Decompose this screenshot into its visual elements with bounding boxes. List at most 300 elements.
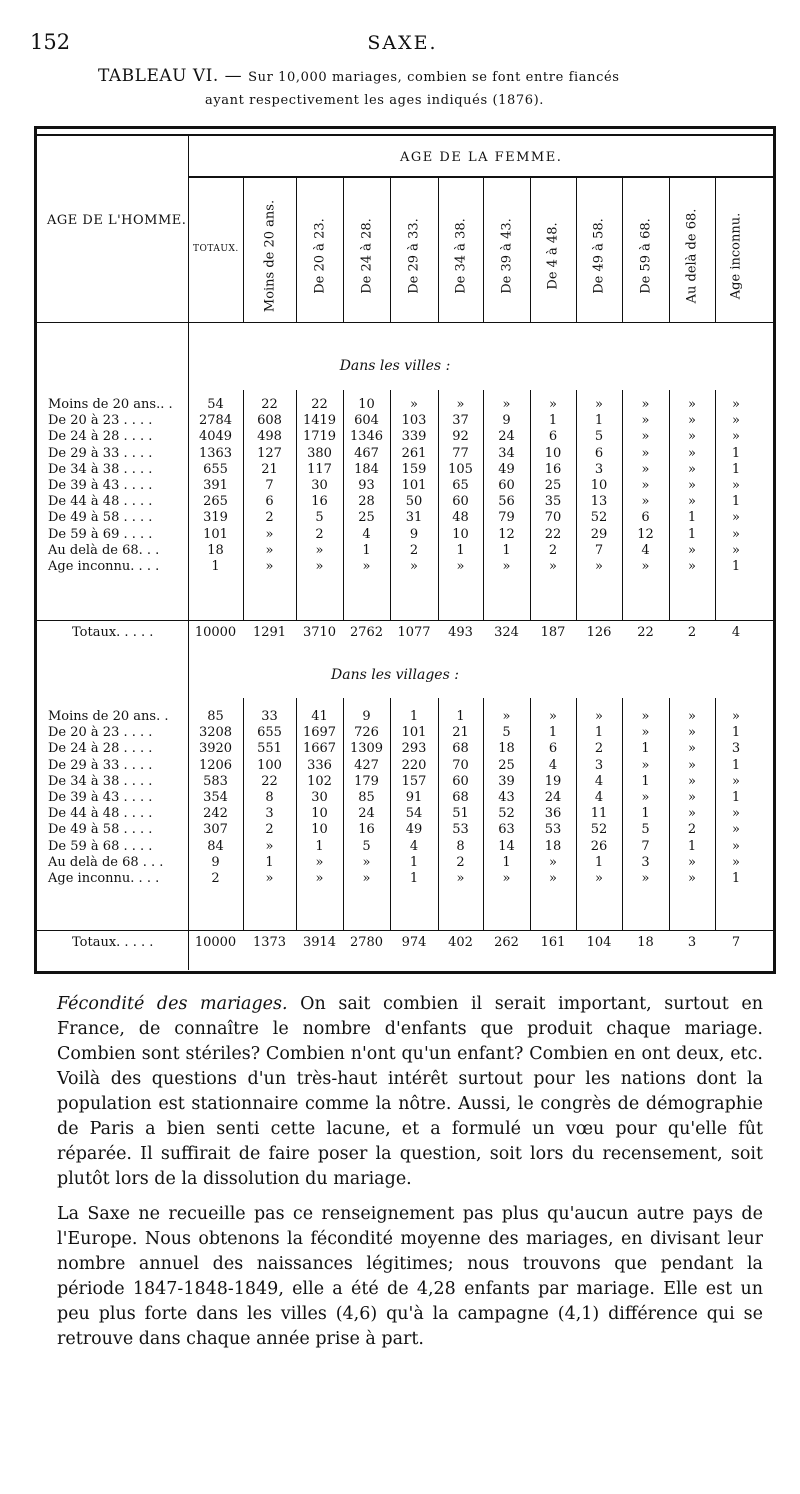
row-label: De 49 à 58 . . . . <box>48 822 153 838</box>
table-cell: » <box>641 559 650 574</box>
table-cell: 2 <box>265 510 274 526</box>
age-homme-header: AGE DE L'HOMME. <box>47 213 187 228</box>
table-cell: » <box>315 559 324 574</box>
table-cell: » <box>688 790 696 805</box>
table-cell: » <box>502 709 511 724</box>
rule <box>296 178 297 322</box>
table-cell: 49 <box>498 461 515 477</box>
column-header <box>723 192 749 320</box>
table-cell: 1 <box>362 542 371 558</box>
table-cell: 10 <box>311 806 328 822</box>
table-cell: 26 <box>590 838 608 854</box>
table-cell: » <box>732 806 740 822</box>
table-cell: 105 <box>448 461 473 477</box>
table-cell: 493 <box>448 625 473 640</box>
table-cell: 1309 <box>349 741 384 757</box>
table-cell: » <box>362 559 371 574</box>
row-label: Moins de 20 ans.. . <box>48 397 173 412</box>
rule <box>243 178 244 322</box>
table-cell: 324 <box>494 625 519 640</box>
table-cell: 9 <box>502 413 511 429</box>
table-cell: 380 <box>307 445 332 461</box>
table-cell: 608 <box>257 413 282 429</box>
table-cell: 63 <box>498 822 515 838</box>
table-cell: 1206 <box>198 757 233 773</box>
table-cell: » <box>688 445 696 461</box>
table-cell: 28 <box>358 494 375 510</box>
row-label: Totaux. . . . . <box>72 625 154 640</box>
table-cell: 391 <box>203 478 228 493</box>
column-header-label: De 4 à 48. <box>545 222 561 290</box>
column-header <box>540 192 566 320</box>
table-cell: 1 <box>731 790 741 805</box>
table-cell: 39 <box>498 773 515 789</box>
table-cell: 50 <box>405 494 423 510</box>
column-header-label: Au delà de 68. <box>684 208 700 304</box>
table-cell: 1 <box>265 854 274 870</box>
table-cell: » <box>732 429 740 445</box>
table-cell: 1346 <box>349 429 384 445</box>
table-cell: 655 <box>203 461 228 477</box>
table-cell: 4049 <box>198 429 233 445</box>
table-cell: » <box>732 397 740 412</box>
table-cell: 1 <box>731 494 741 510</box>
column-header-label: De 20 à 23. <box>312 218 327 294</box>
table-cell: » <box>688 413 696 429</box>
column-header-label: De 34 à 38. <box>453 218 468 294</box>
table-cell: 6 <box>548 741 558 757</box>
table-cell: 24 <box>358 806 375 822</box>
table-cell: 53 <box>452 822 469 838</box>
table-cell: » <box>410 559 418 574</box>
table-cell: 1 <box>456 709 465 724</box>
table-cell: 354 <box>203 790 228 805</box>
table-cell: 1373 <box>252 935 287 950</box>
table-cell: 1 <box>731 559 741 574</box>
table-cell: » <box>456 559 465 574</box>
table-cell: » <box>641 725 650 741</box>
table-cell: 127 <box>257 445 282 461</box>
row-label: De 20 à 23 . . . . <box>48 413 153 429</box>
column-header-label: Age inconnu. <box>728 212 744 300</box>
table-cell: 1 <box>409 709 419 724</box>
column-header-label: De 29 à 33. <box>406 218 422 294</box>
table-cell: 1363 <box>198 445 233 461</box>
table-cell: » <box>732 822 740 838</box>
table-cell: » <box>732 773 740 789</box>
table-cell: 18 <box>544 838 562 854</box>
table-cell: 29 <box>590 526 608 542</box>
section-title-villages: Dans les villages : <box>331 667 459 683</box>
table-cell: 2 <box>409 542 419 558</box>
table-cell: 655 <box>257 725 282 741</box>
table-cell: 3 <box>731 741 741 757</box>
table-cell: 498 <box>257 429 282 445</box>
table-cell: » <box>688 709 696 724</box>
table-cell: 70 <box>544 510 562 526</box>
table-cell: » <box>688 854 696 870</box>
table-cell: » <box>688 725 696 741</box>
table-cell: 9 <box>362 709 371 724</box>
table-cell: 126 <box>586 625 612 640</box>
table-cell: » <box>641 429 650 445</box>
table-cell: 70 <box>452 757 469 773</box>
table-cell: 101 <box>401 478 427 493</box>
table-cell: » <box>265 542 274 558</box>
table-cell: 60 <box>452 773 469 789</box>
table-cell: » <box>688 741 696 757</box>
table-cell: » <box>732 478 740 493</box>
table-cell: 25 <box>544 478 562 493</box>
table-cell: 60 <box>498 478 515 493</box>
table-cell: » <box>732 413 740 429</box>
table-cell: 9 <box>409 526 419 542</box>
table-cell: 5 <box>315 510 324 526</box>
table-cell: 5 <box>594 429 604 445</box>
rule <box>243 390 244 620</box>
table-cell: 1 <box>641 773 650 789</box>
row-label: De 44 à 48 . . . . <box>48 806 153 822</box>
table-cell: 103 <box>401 413 427 429</box>
table-cell: 1 <box>594 413 604 429</box>
column-header <box>307 192 333 320</box>
caption-rest: Sur 10,000 mariages, combien se font entre fiancés <box>248 70 620 85</box>
table-cell: 117 <box>307 461 332 477</box>
table-cell: » <box>502 559 511 574</box>
table-cell: 60 <box>452 494 469 510</box>
table-cell: 307 <box>203 822 228 838</box>
table-cell: 22 <box>311 397 328 412</box>
paragraph-1-heading: Fécondité des mariages. <box>57 994 288 1014</box>
table-cell: 467 <box>354 445 379 461</box>
table-cell: 19 <box>544 773 562 789</box>
table-cell: 161 <box>540 935 566 950</box>
table-cell: 2 <box>211 871 220 886</box>
rule <box>188 134 189 970</box>
page-number: 152 <box>30 30 71 54</box>
row-label: De 39 à 43 . . . . <box>48 478 153 493</box>
table-cell: 3920 <box>198 741 233 757</box>
rule <box>669 178 670 322</box>
table-cell: 179 <box>354 773 379 789</box>
table-cell: » <box>641 709 650 724</box>
row-label: De 29 à 33 . . . . <box>48 445 153 461</box>
row-label: De 44 à 48 . . . . <box>48 494 153 510</box>
table-cell: 11 <box>590 806 608 822</box>
caption-prefix: TABLEAU VI. — <box>98 66 249 86</box>
table-cell: » <box>315 871 324 886</box>
rule <box>343 178 344 322</box>
column-header <box>354 192 380 320</box>
table-cell: 604 <box>354 413 379 429</box>
table-cell: 2 <box>548 542 558 558</box>
table-cell: 92 <box>452 429 469 445</box>
table-cell: 319 <box>203 510 228 526</box>
table-cell: 2780 <box>349 935 384 950</box>
table-cell: 14 <box>498 838 515 854</box>
table-cell: » <box>641 397 650 412</box>
table-cell: » <box>641 757 650 773</box>
table-cell: 1 <box>456 542 465 558</box>
rule <box>37 322 773 323</box>
table-cell: » <box>641 445 650 461</box>
table-cell: 1667 <box>302 741 337 757</box>
table-cell: » <box>265 559 274 574</box>
table-cell: 2 <box>687 822 697 838</box>
row-label: De 59 à 69 . . . . <box>48 526 153 542</box>
rule <box>715 178 716 322</box>
column-header <box>679 192 705 320</box>
table-cell: 2784 <box>198 413 233 429</box>
table-cell: 184 <box>354 461 379 477</box>
table-cell: 22 <box>544 526 562 542</box>
table-cell: 91 <box>405 790 423 805</box>
column-header <box>401 192 427 320</box>
row-label: Au delà de 68 . . . <box>48 854 164 870</box>
table-cell: 7 <box>594 542 604 558</box>
table-cell: 293 <box>401 741 427 757</box>
table-cell: 7 <box>731 935 741 950</box>
table-cell: » <box>549 559 557 574</box>
table-cell: 10 <box>311 822 328 838</box>
table-cell: 427 <box>354 757 379 773</box>
table-cell: 12 <box>637 526 654 542</box>
table-cell: 1 <box>641 741 650 757</box>
table-cell: » <box>732 510 740 526</box>
table-cell: 43 <box>498 790 515 805</box>
table-cell: » <box>595 559 603 574</box>
column-header <box>494 192 520 320</box>
table-cell: 48 <box>452 510 469 526</box>
table-cell: 25 <box>358 510 375 526</box>
table-cell: 41 <box>311 709 328 724</box>
row-label: De 34 à 38 . . . . <box>48 773 153 789</box>
rule <box>438 178 439 322</box>
table-cell: 6 <box>265 494 274 510</box>
table-cell: 551 <box>257 741 282 757</box>
column-header <box>257 192 283 320</box>
table-cell: 24 <box>498 429 515 445</box>
table-cell: » <box>641 790 650 805</box>
table-cell: » <box>688 871 696 886</box>
table-cell: 21 <box>452 725 469 741</box>
table-cell: 2 <box>265 822 274 838</box>
table-cell: » <box>732 542 740 558</box>
table-cell: 16 <box>311 494 328 510</box>
totaux-header: TOTAUX. <box>193 244 239 254</box>
running-head: SAXE. <box>367 32 438 54</box>
table-cell: 5 <box>641 822 650 838</box>
rule <box>622 178 623 322</box>
table-cell: 3208 <box>198 725 233 741</box>
table-cell: 6 <box>594 445 604 461</box>
table-cell: 336 <box>307 757 332 773</box>
table-cell: 54 <box>405 806 423 822</box>
table-cell: » <box>688 397 696 412</box>
table-cell: 18 <box>498 741 515 757</box>
table-cell: 65 <box>452 478 469 493</box>
table-cell: 68 <box>452 790 469 805</box>
table-cell: 22 <box>261 397 278 412</box>
table-cell: 4 <box>594 790 604 805</box>
table-cell: » <box>595 709 603 724</box>
table-cell: 21 <box>261 461 278 477</box>
table-cell: » <box>688 559 696 574</box>
page-header <box>30 30 775 58</box>
column-header <box>448 192 474 320</box>
table-cell: 1419 <box>302 413 337 429</box>
table-cell: 18 <box>207 542 224 558</box>
table-cell: » <box>688 757 696 773</box>
table-cell: 77 <box>452 445 469 461</box>
table-cell: 1 <box>409 854 419 870</box>
column-header-label: De 49 à 58. <box>591 218 607 294</box>
rule <box>483 178 484 322</box>
table-cell: » <box>732 526 740 542</box>
table-cell: » <box>641 478 650 493</box>
table-cell: 1719 <box>302 429 337 445</box>
table-caption-line2: ayant respectivement les ages indiqués (1876). <box>205 93 545 108</box>
table-cell: 1 <box>687 510 697 526</box>
table-cell: 10 <box>544 445 562 461</box>
table-cell: » <box>688 542 696 558</box>
table-cell: » <box>315 854 324 870</box>
age-femme-header: AGE DE LA FEMME. <box>400 150 563 165</box>
table-cell: » <box>641 871 650 886</box>
table-cell: 402 <box>448 935 473 950</box>
table-cell: 84 <box>207 838 224 854</box>
column-header-label: De 59 à 68. <box>638 218 653 294</box>
table-cell: 93 <box>358 478 375 493</box>
table-cell: 52 <box>498 806 515 822</box>
table-cell: 2 <box>456 854 465 870</box>
table-cell: 1 <box>502 542 511 558</box>
table-cell: » <box>410 397 418 412</box>
table-cell: 1 <box>641 806 650 822</box>
table-cell: 2 <box>687 625 697 640</box>
row-label: De 24 à 28 . . . . <box>48 741 153 757</box>
table-cell: 10000 <box>194 935 237 950</box>
table-cell: 51 <box>452 806 469 822</box>
table-cell: 24 <box>544 790 562 805</box>
table-cell: 1 <box>409 871 419 886</box>
table-cell: 10 <box>452 526 469 542</box>
table-cell: » <box>732 838 740 854</box>
table-cell: 7 <box>265 478 274 493</box>
table-cell: 16 <box>544 461 562 477</box>
row-label: De 34 à 38 . . . . <box>48 461 153 477</box>
table-cell: » <box>265 871 274 886</box>
table-cell: 187 <box>540 625 566 640</box>
row-label: De 49 à 58 . . . . <box>48 510 153 526</box>
table-cell: 85 <box>207 709 224 724</box>
table-cell: 10 <box>358 397 375 412</box>
table-cell: 102 <box>307 773 332 789</box>
table-cell: » <box>688 429 696 445</box>
paragraph-2: La Saxe ne recueille pas ce renseignement pas plus qu'aucun autre pays de l'Europe. Nous obtenons la fécondité moyenne des mariages, en divisant leur nombre annuel des naissances légitimes; nous trouvons que pendant la période 1847-1848-1849, elle a été de 4,28 enfants par mariage. Elle est un peu plus forte dans les villes (4,6) qu'à la campagne (4,1) différence qui se retrouve dans chaque année prise à part. <box>57 1204 763 1349</box>
table-cell: 53 <box>544 822 562 838</box>
table-cell: 157 <box>401 773 427 789</box>
rule <box>37 620 773 621</box>
row-label: De 59 à 68 . . . . <box>48 838 153 854</box>
table-cell: » <box>732 709 740 724</box>
table-cell: 52 <box>590 822 608 838</box>
table-cell: 101 <box>203 526 228 542</box>
table-cell: 1 <box>687 838 697 854</box>
table-cell: 2762 <box>349 625 384 640</box>
table-cell: 4 <box>731 625 741 640</box>
table-cell: 54 <box>207 397 224 412</box>
table-cell: 22 <box>637 625 654 640</box>
table-cell: » <box>502 397 511 412</box>
table-cell: 583 <box>203 773 228 789</box>
table-cell: 3 <box>687 935 697 950</box>
table-cell: 4 <box>594 773 604 789</box>
table-cell: 4 <box>548 757 558 773</box>
table-cell: 101 <box>401 725 427 741</box>
table-cell: 3 <box>594 461 604 477</box>
table-cell: 6 <box>641 510 650 526</box>
table-cell: 35 <box>544 494 562 510</box>
table-cell: » <box>688 806 696 822</box>
table-cell: 3914 <box>302 935 337 950</box>
row-label: De 20 à 23 . . . . <box>48 725 153 741</box>
table-cell: » <box>688 461 696 477</box>
table-caption-line1 <box>98 66 620 86</box>
rule <box>37 134 773 136</box>
table-cell: 262 <box>494 935 519 950</box>
table-cell: » <box>265 838 274 854</box>
table-cell: 2 <box>315 526 324 542</box>
table-cell: 68 <box>452 741 469 757</box>
table-cell: » <box>549 397 557 412</box>
table-cell: » <box>732 854 740 870</box>
table-cell: 79 <box>498 510 515 526</box>
table-cell: 7 <box>641 838 650 854</box>
table-cell: » <box>688 478 696 493</box>
row-label: Moins de 20 ans. . <box>48 709 169 724</box>
table-cell: 1 <box>731 757 741 773</box>
table-cell: 12 <box>498 526 515 542</box>
table-cell: 5 <box>362 838 371 854</box>
table-cell: » <box>641 494 650 510</box>
table-cell: 56 <box>498 494 515 510</box>
column-header <box>586 192 612 320</box>
table-cell: 8 <box>456 838 465 854</box>
row-label: Age inconnu. . . . <box>48 871 160 886</box>
table-cell: 3 <box>641 854 650 870</box>
table-cell: 220 <box>401 757 427 773</box>
table-cell: » <box>362 854 371 870</box>
table-cell: 1 <box>548 725 558 741</box>
column-header-label: Moins de 20 ans. <box>262 199 277 313</box>
body-text <box>57 992 763 1352</box>
table-cell: 339 <box>401 429 427 445</box>
paragraph-1 <box>57 992 763 1192</box>
table-cell: 100 <box>257 757 282 773</box>
row-label: De 39 à 43 . . . . <box>48 790 153 805</box>
table-cell: 49 <box>405 822 423 838</box>
table-cell: 261 <box>401 445 427 461</box>
table-cell: 1 <box>731 725 741 741</box>
table-cell: 1697 <box>302 725 337 741</box>
table-cell: 4 <box>409 838 419 854</box>
table-cell: 25 <box>498 757 515 773</box>
table-cell: » <box>456 871 465 886</box>
table-cell: 34 <box>498 445 515 461</box>
table-cell: 1 <box>731 871 741 886</box>
row-label: Totaux. . . . . <box>72 935 154 950</box>
